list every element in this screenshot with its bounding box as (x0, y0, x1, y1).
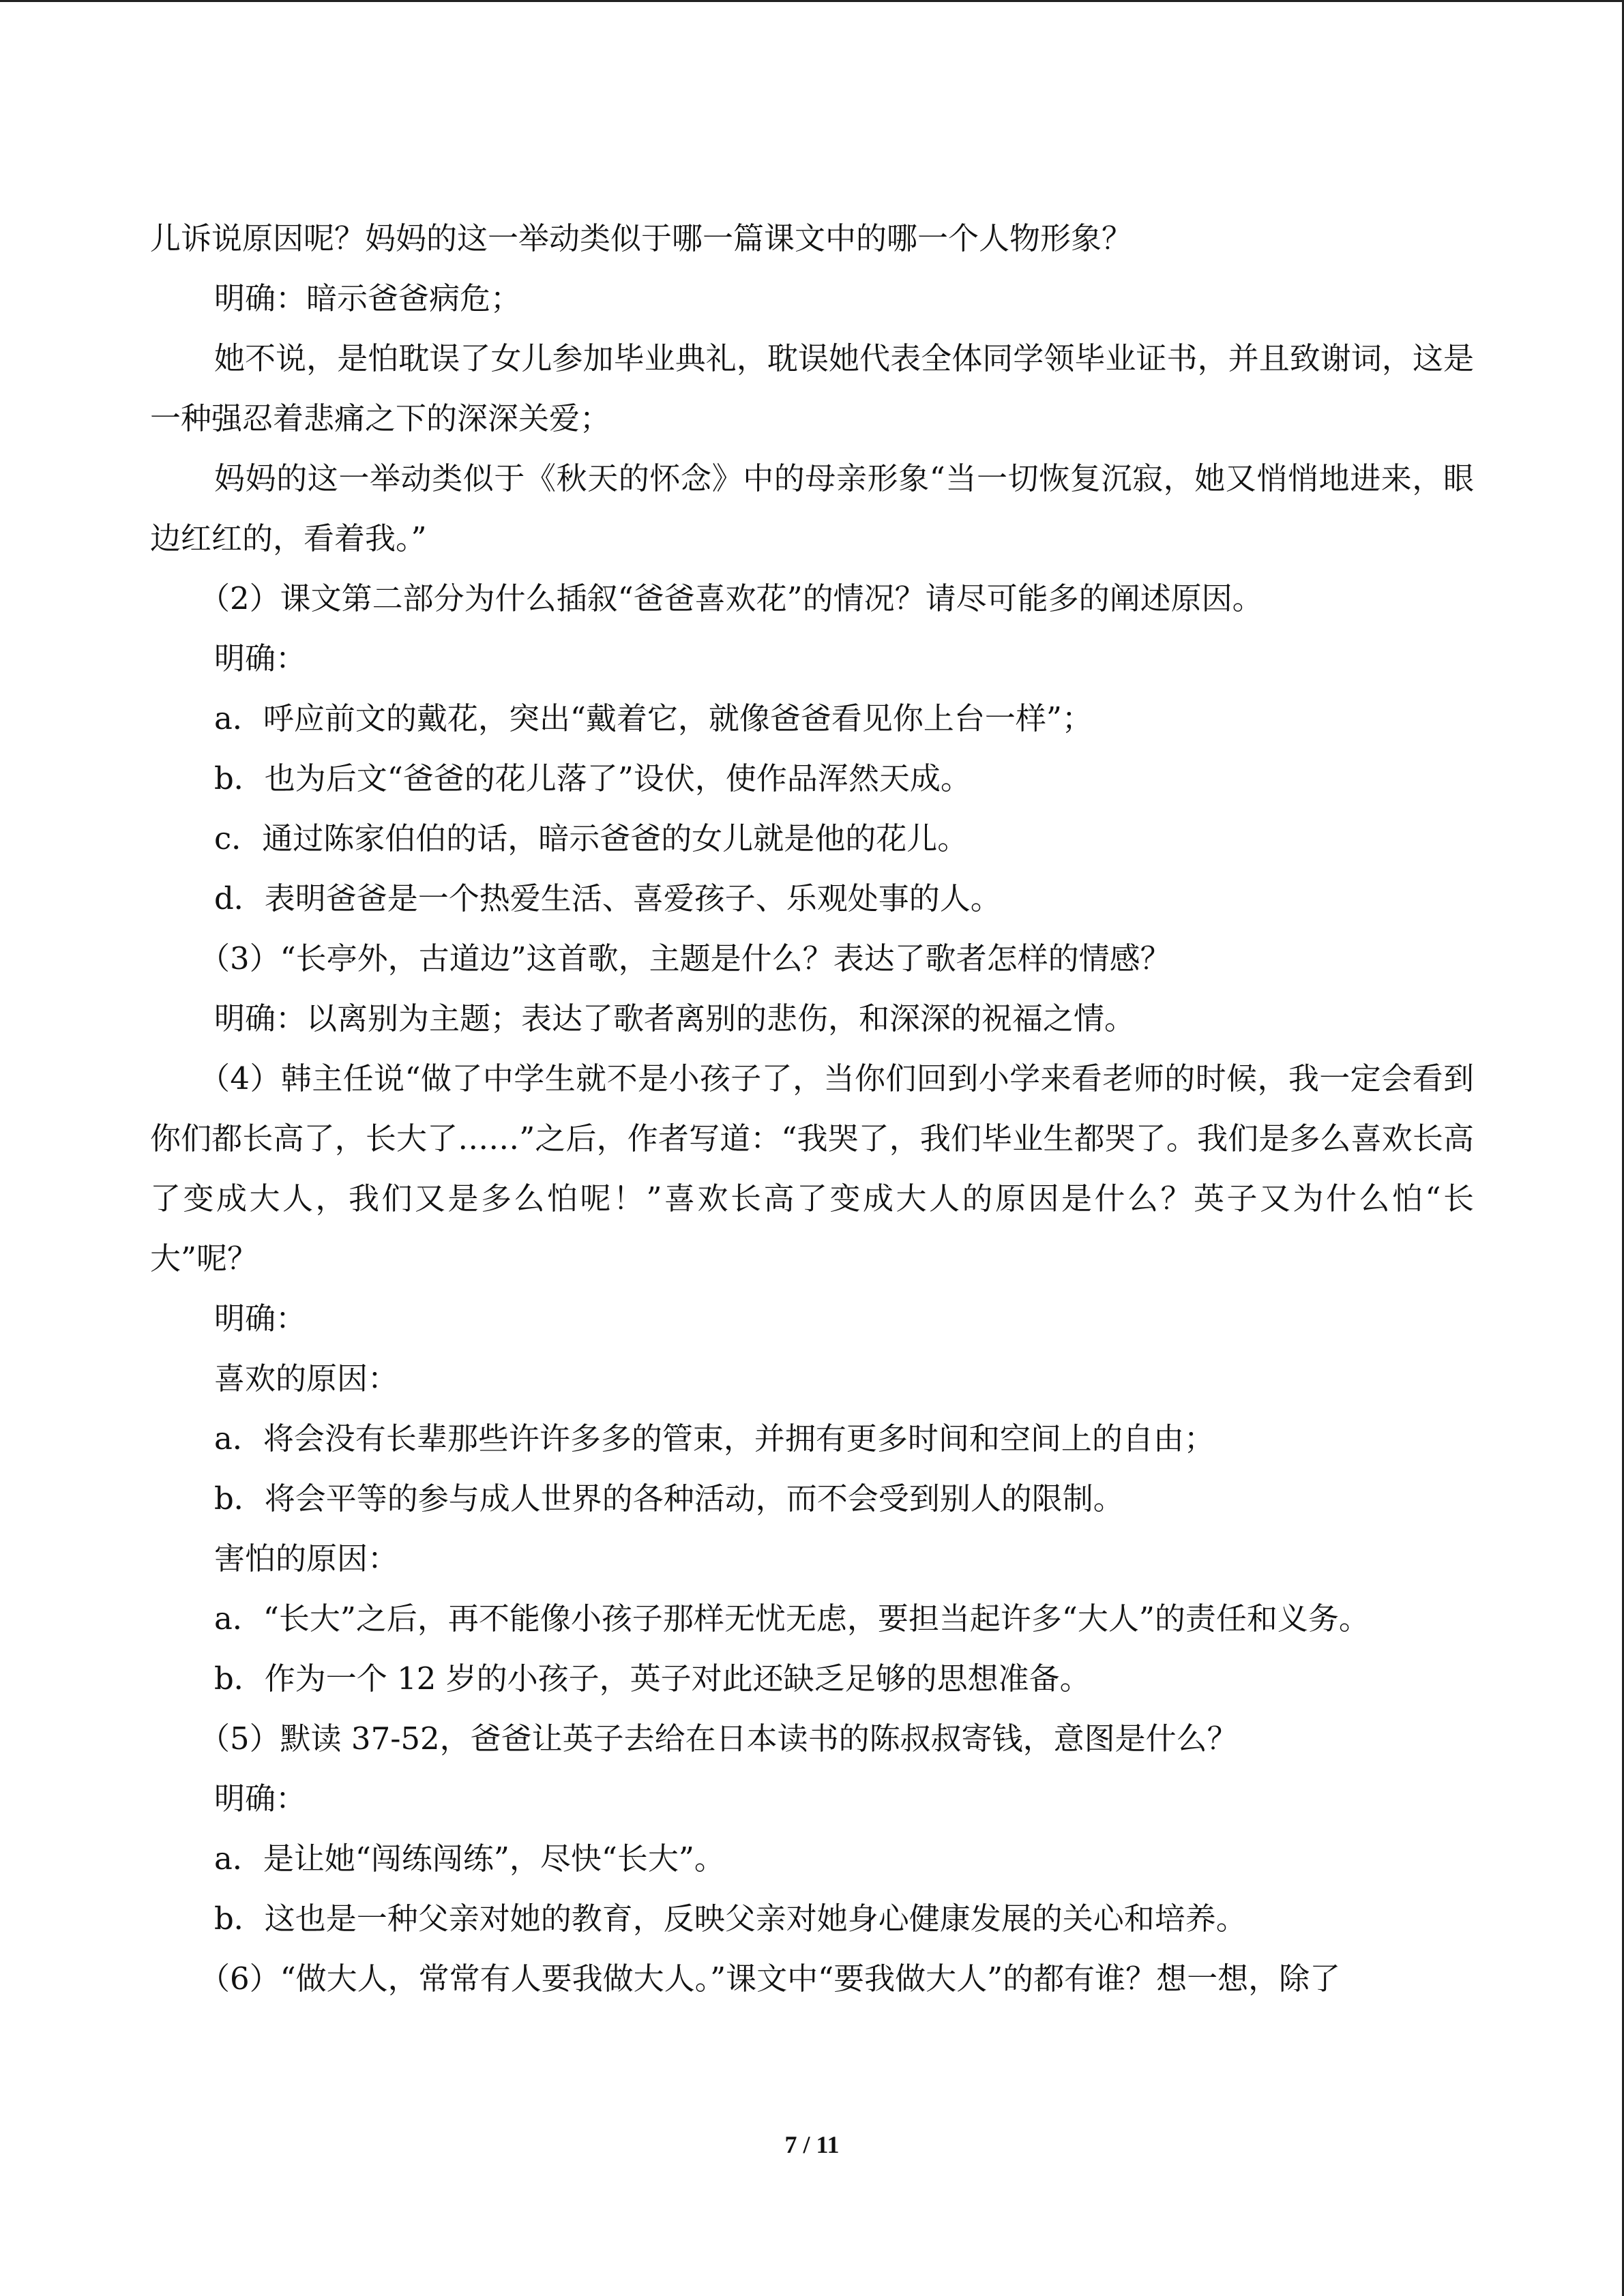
paragraph: b．将会平等的参与成人世界的各种活动，而不会受到别人的限制。 (214, 1480, 1124, 1517)
paragraph: b．作为一个 12 岁的小孩子，英子对此还缺乏足够的思想准备。 (214, 1660, 1091, 1697)
paragraph: d．表明爸爸是一个热爱生活、喜爱孩子、乐观处事的人。 (214, 880, 1001, 916)
paragraph: 明确：暗示爸爸病危； (214, 280, 522, 316)
paragraph: （6）“做大人，常常有人要我做大人。”课文中“要我做大人”的都有谁？想一想，除了 (199, 1960, 1341, 1997)
paragraph: 明确： (214, 1300, 307, 1337)
paragraph: c．通过陈家伯伯的话，暗示爸爸的女儿就是他的花儿。 (214, 820, 969, 856)
paragraph: a．呼应前文的戴花，突出“戴着它，就像爸爸看见你上台一样”； (214, 700, 1093, 736)
paragraph: （5）默读 37-52，爸爸让英子去给在日本读书的陈叔叔寄钱，意图是什么？ (199, 1720, 1238, 1757)
paragraph: 明确： (214, 640, 307, 676)
page-number: 7 / 11 (784, 2131, 840, 2158)
paragraph: 明确：以离别为主题；表达了歌者离别的悲伤，和深深的祝福之情。 (214, 1000, 1136, 1037)
document-body (150, 209, 1474, 2009)
paragraph: 她不说，是怕耽误了女儿参加毕业典礼，耽误她代表全体同学领毕业证书，并且致谢词，这是一种强忍着悲痛之下的深深关爱； (150, 340, 1474, 436)
paragraph: 妈妈的这一举动类似于《秋天的怀念》中的母亲形象“当一切恢复沉寂，她又悄悄地进来，眼边红红的，看着我。” (150, 460, 1474, 556)
paragraph: b．也为后文“爸爸的花儿落了”设伏，使作品浑然天成。 (214, 760, 971, 796)
paragraph: （4）韩主任说“做了中学生就不是小孩子了，当你们回到小学来看老师的时候，我一定会看到你们都长高了，长大了……”之后，作者写道：“我哭了，我们毕业生都哭了。我们是多么喜欢长高了变成大人，我们又是多么怕呢！”喜欢长高了变成大人的原因是什么？英子又为什么怕“长大”呢？ (150, 1060, 1474, 1277)
paragraph: a．“长大”之后，再不能像小孩子那样无忧无虑，要担当起许多“大人”的责任和义务。 (214, 1600, 1370, 1637)
paragraph: 害怕的原因： (214, 1540, 399, 1577)
paragraph: （2）课文第二部分为什么插叙“爸爸喜欢花”的情况？请尽可能多的阐述原因。 (199, 580, 1263, 616)
paragraph: 喜欢的原因： (214, 1360, 399, 1397)
paragraph: 儿诉说原因呢？妈妈的这一举动类似于哪一篇课文中的哪一个人物形象？ (150, 220, 1133, 256)
paragraph: a．将会没有长辈那些许许多多的管束，并拥有更多时间和空间上的自由； (214, 1420, 1215, 1457)
paragraph: （3）“长亭外，古道边”这首歌，主题是什么？表达了歌者怎样的情感？ (199, 940, 1171, 976)
paragraph: 明确： (214, 1780, 307, 1817)
paragraph: b．这也是一种父亲对她的教育，反映父亲对她身心健康发展的关心和培养。 (214, 1900, 1247, 1937)
paragraph: a．是让她“闯练闯练”，尽快“长大”。 (214, 1840, 725, 1877)
